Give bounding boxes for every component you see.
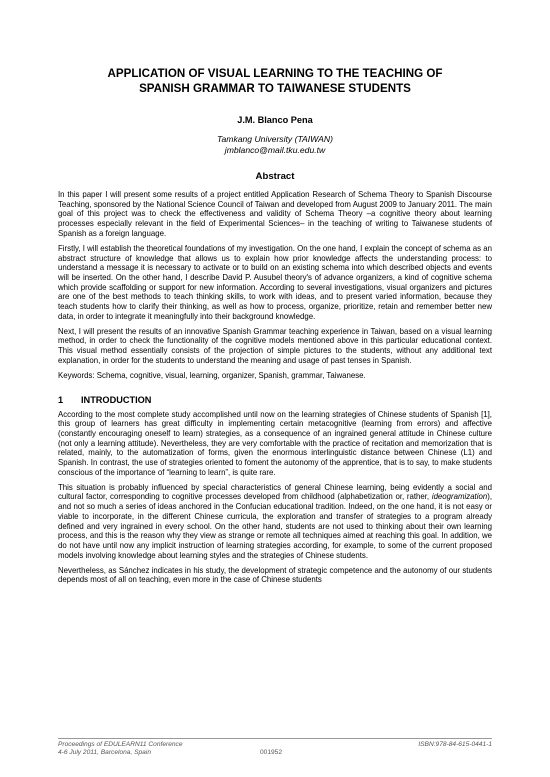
author-name: J.M. Blanco Pena	[237, 115, 313, 125]
intro-paragraph-2	[58, 483, 492, 561]
abstract-paragraph-2: Firstly, I will establish the theoretical foundations of my investigation. On the one hand, I explain the concept of schema as an abstract structure of knowledge that allows us to explain how prior knowledge affects the understanding process: to understand a message it is necessary to activate or to build on an existing schema into which described objects and events will be inserted. On the other hand, I describe David P. Ausubel theory's of advance organizers, a kind of cognitive schema which provide scaffolding or support for new information. According to several investigations, visual organizers and pictures are one of the best methods to teach thinking skills, to work with ideas, and to present varied information, because they teach students how to clarify their thinking, as well as how to process, organize, prioritize, retain and remember better new data, in order to integrate it meaningfully into their background knowledge.	[58, 243, 492, 321]
footer-proceedings	[58, 741, 183, 757]
footer-dates-location: 4-6 July 2011, Barcelona, Spain	[58, 749, 151, 757]
title-line-1: APPLICATION OF VISUAL LEARNING TO THE TEACHING OF	[107, 67, 443, 80]
section-heading-introduction	[58, 394, 492, 406]
intro-paragraph-2-end: ), and not so much a series of ideas anchored in the Confucian educational tradition. Indeed, on the one hand, it is not easy or viable to incorporate, in the different Chinese curricula, the exploration and transfer of strategies to a program already defined and very ingrained in every school. On the other hand, students are not used to thinking about their own learning process, and this is the reason why they view as strange or remote all techniques aimed at reaching this goal. In addition, we do not have until now any implicit instruction of learning strategies according, for example, to some of the current proposed models involving knowledge about learning styles and the strategies of Chinese students.	[58, 492, 492, 560]
footer-conference: Proceedings of EDULEARN11 Conference	[58, 741, 183, 748]
paper-title	[58, 66, 492, 96]
footer-isbn: ISBN:978-84-615-0441-1	[418, 741, 492, 748]
keywords: Keywords: Schema, cognitive, visual, learning, organizer, Spanish, grammar, Taiwanese.	[58, 370, 366, 380]
section-number: 1	[58, 394, 64, 405]
section-title: INTRODUCTION	[81, 394, 152, 405]
title-line-2: SPANISH GRAMMAR TO TAIWANESE STUDENTS	[139, 82, 411, 95]
abstract-heading: Abstract	[255, 171, 295, 182]
paper-content	[58, 66, 492, 590]
abstract-paragraph-1: In this paper I will present some results of a project entitled Application Research of Schema Theory to Spanish Discourse Teaching, sponsored by the National Science Council of Taiwan and developed from August 2009 to January 2011. The main goal of this project was to check the effectiveness and validity of Schema Theory –a cognitive theory about learning processes especially relevant in the field of Experimental Sciences– in the teaching of writing to Taiwanese students of Spanish as a foreign language.	[58, 190, 492, 238]
author-email: jmblanco@mail.tku.edu.tw	[224, 145, 326, 155]
intro-paragraph-1: According to the most complete study accomplished until now on the learning strategies of Chinese students of Spanish [1], this group of learners has great difficulty in implementing certain metacognitive (learning from errors) and affective (constantly encouraging oneself to learn) strategies, as a consequence of an ingrained general attitude in Chinese culture (not only a learning attitude). Nevertheless, they are very comfortable with the practice of recitation and memorization that is related, mainly, to the automatization of forms, given the enormous interlinguistic distance between Chinese (L1) and Spanish. In contrast, the use of strategies oriented to foment the autonomy of the apprentice, that is to say, to make students conscious of the importance of “learning to learn”, is quite rare.	[58, 409, 492, 477]
affiliation: Tamkang University (TAIWAN)	[217, 134, 333, 144]
abstract-paragraph-3: Next, I will present the results of an innovative Spanish Grammar teaching experience in Taiwan, based on a visual learning method, in order to check the functionality of the cognitive models mentioned above in this particular educational context. This visual method essentially consists of the projection of simple pictures to the students, without any additional text explanation, in order for the students to understand the meaning and usage of past tenses in Spanish.	[58, 326, 492, 365]
intro-paragraph-2-start: This situation is probably influenced by special characteristics of general Chinese learning, being evidently a social and cultural factor, corresponding to cognitive processes developed from childhood (alphabetization or, rather,	[58, 482, 492, 502]
intro-paragraph-2-italic: ideogramization	[431, 492, 488, 502]
footer-divider	[58, 738, 492, 739]
page-footer	[58, 741, 492, 763]
intro-paragraph-3: Nevertheless, as Sánchez indicates in his study, the development of strategic competence and the autonomy of our students depends most of all on teaching, even more in the case of Chinese students	[58, 565, 492, 585]
page-number: 001952	[260, 749, 283, 756]
